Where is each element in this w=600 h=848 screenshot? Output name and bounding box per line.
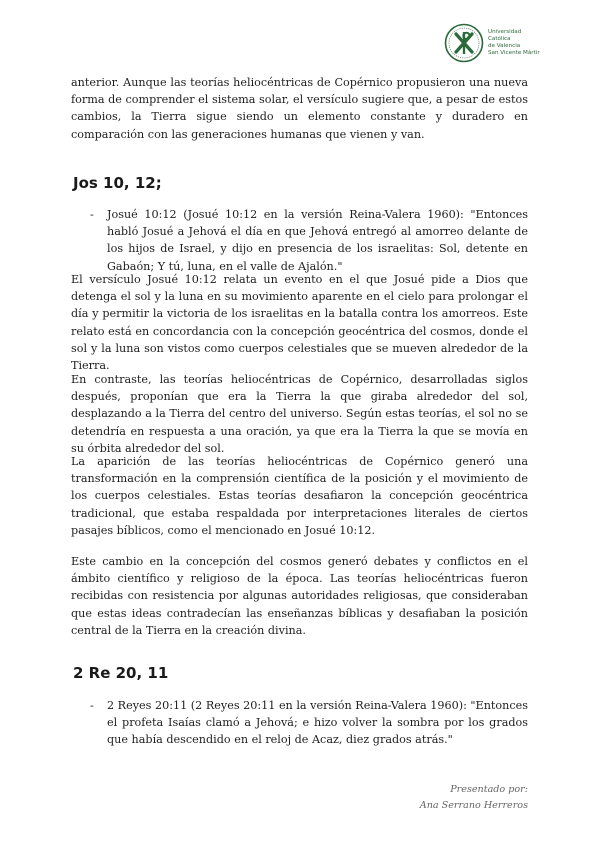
bullet-dash: - xyxy=(90,208,94,221)
logo-line: San Vicente Mártir xyxy=(488,50,540,56)
presenter-footer xyxy=(380,782,528,814)
logo-wordmark xyxy=(488,29,540,57)
body-paragraph: La aparición de las teorías heliocéntricas de Copérnico generó una transformación en la comprensión científica de la posición y el movimiento de los cuerpos celestiales. Estas teorías desafiaron la concepción geocéntrica tradicional, que estaba respaldada por interpretaciones literales de ciertos pasajes bíblicos, como el mencionado en Josué 10:12. xyxy=(71,455,528,537)
intro-paragraph: anterior. Aunque las teorías heliocéntricas de Copérnico propusieron una nueva forma de comprender el sistema solar, el versículo sugiere que, a pesar de estos cambios, la Tierra sigue siendo un elemento constante y duradero en comparación con las generaciones humanas que vienen y van. xyxy=(71,76,528,141)
logo-line: de Valencia xyxy=(488,43,521,49)
bullet-text: Josué 10:12 (Josué 10:12 en la versión Reina-Valera 1960): "Entonces habló Josué a Jehová el día en que Jehová entregó al amorreo delante de los hijos de Israel, y dijo en presencia de los israelitas: Sol, detente en Gabaón; Y tú, luna, en el valle de Ajalón." xyxy=(107,208,528,273)
bullet-text: 2 Reyes 20:11 (2 Reyes 20:11 en la versión Reina-Valera 1960): "Entonces el profeta Isaías clamó a Jehová; e hizo volver la sombra por los grados que había descendido en el reloj de Acaz, diez grados atrás." xyxy=(107,699,528,747)
logo-line: Universidad xyxy=(488,29,522,35)
body-paragraph: Este cambio en la concepción del cosmos generó debates y conflictos en el ámbito científico y religioso de la época. Las teorías heliocéntricas fueron recibidas con resistencia por algunas autoridades religiosas, que consideraban que estas ideas contradecían las enseñanzas bíblicas y desafiaban la posición central de la Tierra en la creación divina. xyxy=(71,555,528,637)
logo-line: Católica xyxy=(488,36,511,42)
university-logo xyxy=(444,22,554,64)
quote-bullet-2re xyxy=(90,697,528,749)
university-seal-icon xyxy=(444,23,484,63)
author-name: Ana Serrano Herreros xyxy=(419,800,528,811)
quote-bullet-jos xyxy=(90,206,528,275)
section-heading-2re: 2 Re 20, 11 xyxy=(73,664,169,682)
bullet-dash: - xyxy=(90,699,94,712)
body-paragraph: El versículo Josué 10:12 relata un evento en el que Josué pide a Dios que detenga el sol y la luna en su movimiento aparente en el cielo para prolongar el día y permitir la victoria de los israelitas en la batalla contra los amorreos. Este relato está en concordancia con la concepción geocéntrica del cosmos, donde el sol y la luna son vistos como cuerpos celestiales que se mueven alrededor de la Tierra. xyxy=(71,273,528,373)
presented-by-label: Presentado por: xyxy=(450,784,528,795)
body-paragraph: En contraste, las teorías heliocéntricas de Copérnico, desarrolladas siglos después, proponían que era la Tierra la que giraba alrededor del sol, desplazando a la Tierra del centro del universo. Según estas teorías, el sol no se detendría en respuesta a una oración, ya que era la Tierra la que se movía en su órbita alrededor del sol. xyxy=(71,373,528,455)
section-heading-jos: Jos 10, 12; xyxy=(73,174,162,192)
